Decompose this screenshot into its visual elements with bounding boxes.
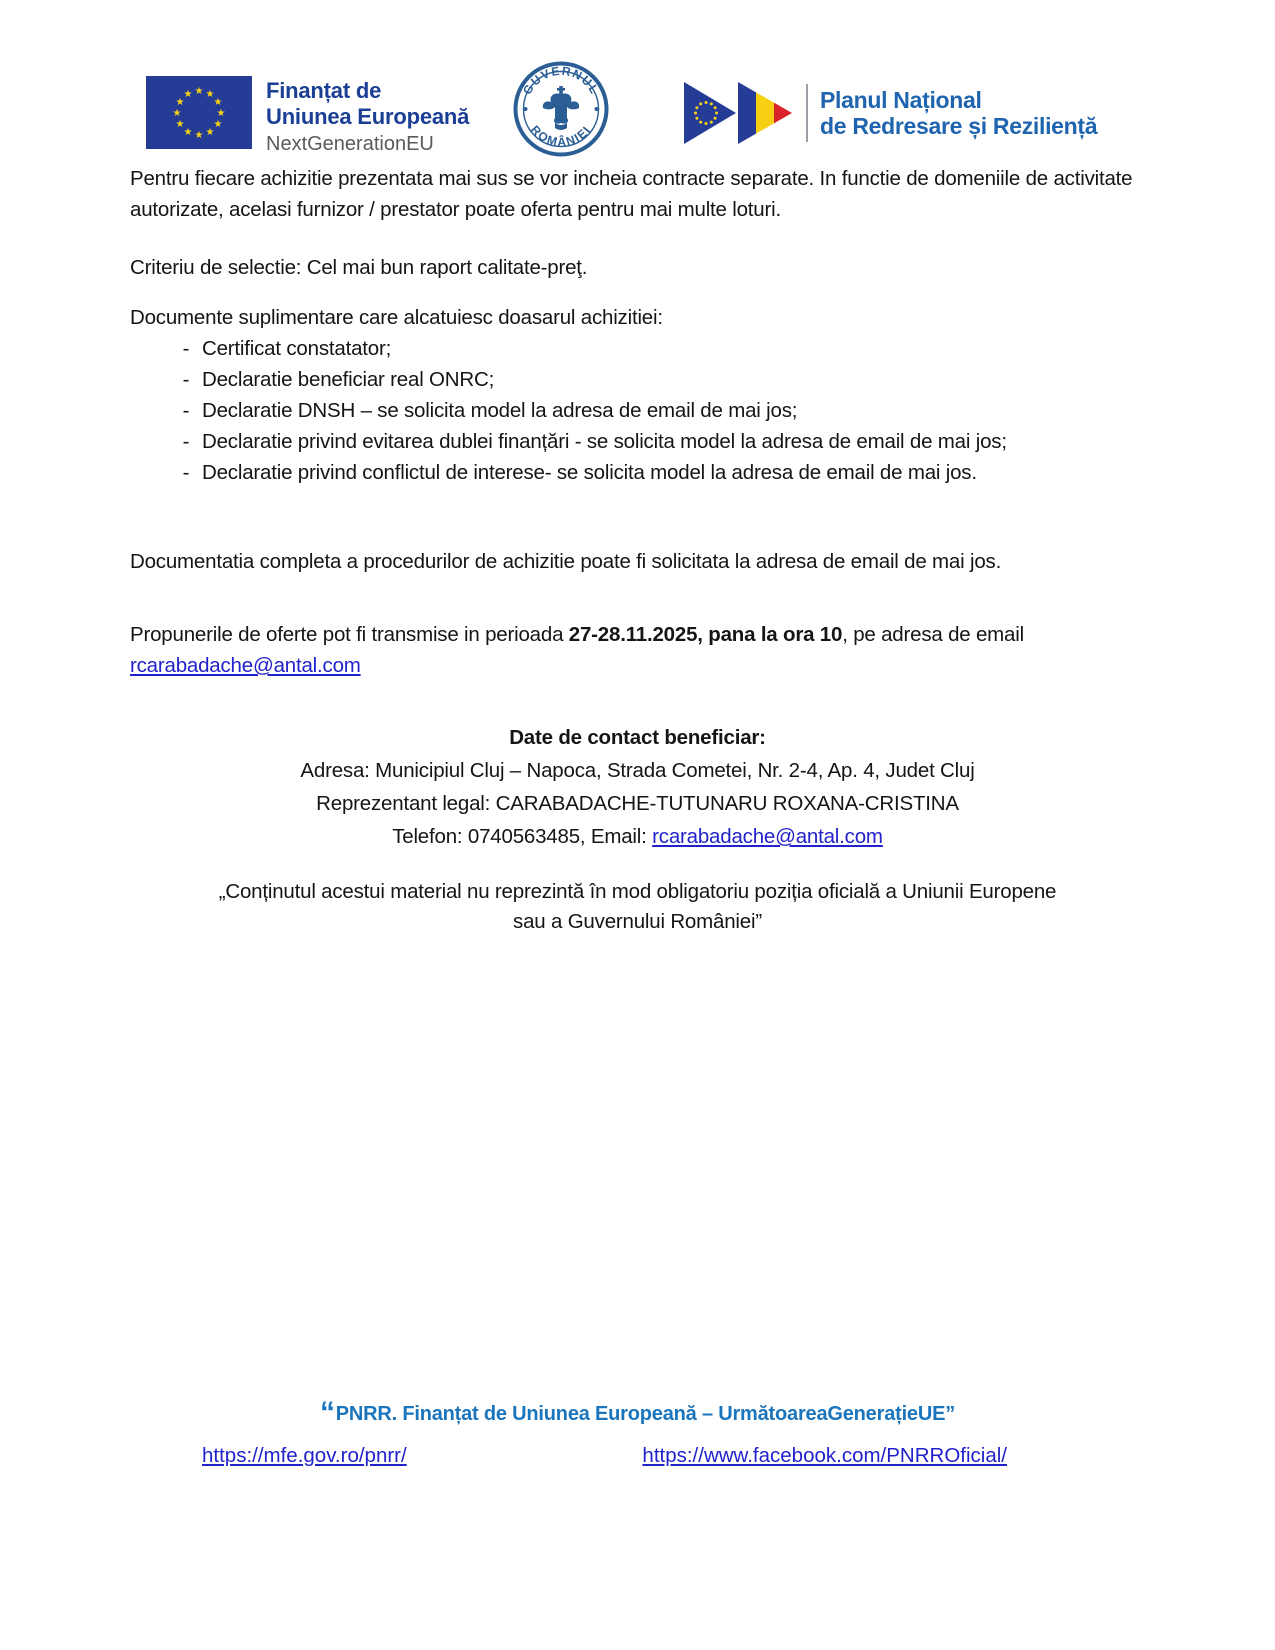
pnrr-logo-line2: de Redresare și Reziliență (820, 113, 1098, 139)
romanian-government-seal-icon (512, 60, 610, 158)
list-item-text: Declaratie privind conflictul de interese- se solicita model la adresa de email de mai jos. (202, 461, 977, 484)
facebook-pnrr-link[interactable]: https://www.facebook.com/PNRROficial/ (642, 1444, 1007, 1467)
gov-seal-coat-of-arms (543, 86, 579, 130)
svg-text:★: ★ (205, 127, 215, 138)
selection-criterion: Criteriu de selectie: Cel mai bun raport calitate-preţ. (130, 256, 588, 279)
documents-list (130, 333, 1145, 488)
svg-text:★: ★ (183, 127, 193, 138)
svg-text:★: ★ (172, 108, 182, 119)
list-item (130, 426, 1145, 457)
intro-paragraph: Pentru fiecare achizitie prezentata mai sus se vor incheia contracte separate. In functie de domeniile de activitate autorizate, acelasi furnizor / prestator poate oferta pentru mai multe loturi. (130, 167, 1133, 221)
svg-text:★: ★ (175, 97, 185, 108)
svg-text:★: ★ (194, 86, 204, 97)
list-item (130, 333, 1145, 364)
contact-heading: Date de contact beneficiar: (509, 726, 766, 749)
list-item-text: Declaratie beneficiar real ONRC; (202, 368, 495, 391)
eu-funding-line3: NextGenerationEU (266, 133, 434, 155)
proposals-prefix: Propunerile de oferte pot fi transmise in perioada (130, 623, 569, 646)
svg-text:★: ★ (213, 97, 223, 108)
list-item-text: Certificat constatator; (202, 337, 392, 360)
pnrr-logo-text (820, 87, 1097, 139)
gov-seal-bottom-text: ROMÂNIEI (527, 122, 595, 150)
footer-links (130, 1444, 1145, 1468)
slogan-quote-mark: “ (319, 1396, 335, 1429)
gov-seal-top-text: GUVERNUL (520, 63, 603, 98)
footer (130, 1396, 1145, 1468)
bullet-dash: - (182, 430, 190, 453)
eu-funding-line2: Uniunea Europeană (266, 104, 470, 129)
proposals-deadline: 27-28.11.2025, pana la ora 10 (568, 623, 843, 646)
eu-flag-icon (146, 76, 252, 149)
bullet-dash: - (182, 337, 190, 360)
contact-phone-line (130, 820, 1145, 853)
contact-address: Adresa: Municipiul Cluj – Napoca, Strada Cometei, Nr. 2-4, Ap. 4, Judet Cluj (300, 759, 975, 782)
eu-funding-text (266, 76, 469, 157)
documentation-note: Documentatia completa a procedurilor de achizitie poate fi solicitata la adresa de email de mai jos. (130, 550, 1002, 573)
list-item (130, 395, 1145, 426)
eu-funding-line1: Finanțat de (266, 78, 382, 103)
slogan-text: PNRR. Finanțat de Uniunea Europeană – UrmătoareaGenerațieUE” (335, 1403, 956, 1425)
document-body (130, 163, 1145, 937)
proposals-suffix: , pe adresa de email (842, 623, 1024, 646)
svg-text:★: ★ (183, 89, 193, 100)
pnrr-slogan (130, 1396, 1145, 1430)
svg-text:★: ★ (205, 89, 215, 100)
proposals-paragraph (130, 619, 1145, 681)
pnrr-logo-divider (806, 84, 808, 142)
contact-legal-rep: Reprezentant legal: CARABADACHE-TUTUNARU ROXANA-CRISTINA (316, 792, 959, 815)
list-item (130, 364, 1145, 395)
contact-block (130, 721, 1145, 853)
contact-phone-prefix: Telefon: 0740563485, Email: (392, 825, 653, 848)
svg-text:★: ★ (194, 130, 204, 141)
svg-text:★: ★ (175, 119, 185, 130)
eu-funding-logo (146, 76, 469, 157)
bullet-dash: - (182, 461, 190, 484)
mfe-pnrr-link[interactable]: https://mfe.gov.ro/pnrr/ (202, 1444, 407, 1467)
list-item-text: Declaratie DNSH – se solicita model la adresa de email de mai jos; (202, 399, 798, 422)
pnrr-logo (682, 78, 1097, 148)
svg-text:★: ★ (216, 108, 226, 119)
proposals-email-link[interactable]: rcarabadache@antal.com (130, 654, 361, 677)
list-item-text: Declaratie privind evitarea dublei finanțări - se solicita model la adresa de email de mai jos; (202, 430, 1007, 453)
pnrr-logo-line1: Planul Național (820, 87, 982, 113)
svg-text:★: ★ (213, 119, 223, 130)
disclaimer-quote: „Conținutul acestui material nu reprezintă în mod obligatoriu poziția oficială a Uniunii Europene sau a Guvernului României” (218, 880, 1057, 933)
contact-email-link[interactable]: rcarabadache@antal.com (652, 825, 883, 848)
header-logos (130, 0, 1145, 163)
list-item (130, 457, 1145, 488)
documents-intro: Documente suplimentare care alcatuiesc doasarul achizitiei: (130, 306, 663, 329)
bullet-dash: - (182, 368, 190, 391)
bullet-dash: - (182, 399, 190, 422)
pnrr-triangles-icon (682, 78, 800, 148)
